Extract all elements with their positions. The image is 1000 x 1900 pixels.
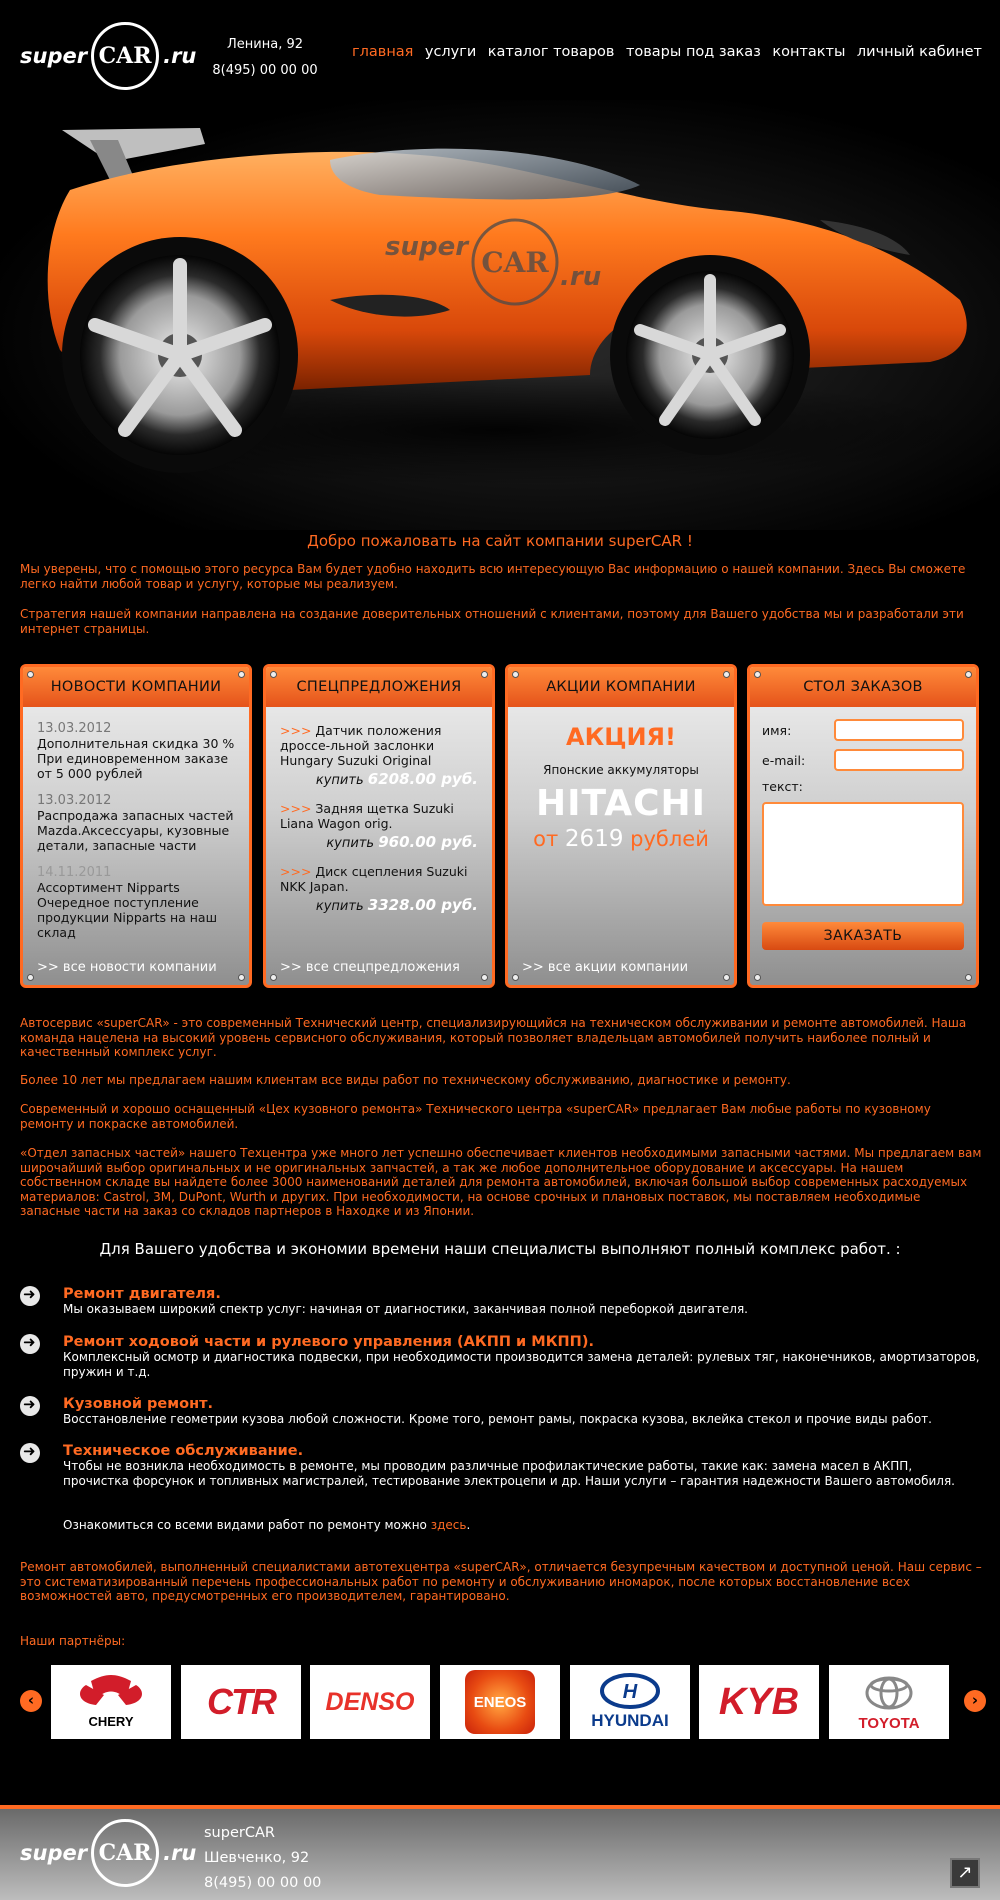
all-offers-link[interactable]: >> все спецпредложения [280,960,460,975]
service-text: Мы оказываем широкий спектр услуг: начиная от диагностики, заканчивая полной переборкой двигателя. [63,1302,748,1316]
svg-text:CHERY: CHERY [88,1714,134,1729]
footer-address: Шевченко, 92 [204,1850,310,1866]
box-rivet [27,974,34,981]
promo-price-value: 2619 [564,826,624,852]
email-label: e-mail: [762,752,806,768]
partners-carousel [0,1665,1000,1737]
news-item[interactable] [37,721,235,781]
services-lead: Для Вашего удобства и экономии времени наши специалисты выполняют полный комплекс работ. : [99,1240,901,1258]
see-all-link[interactable]: здесь [430,1518,467,1532]
service-item [20,1334,980,1379]
news-text: Распродажа запасных частей Mazda.Аксессуары, кузовные детали, запасные части [37,808,234,853]
toyota-logo-icon [834,1671,944,1733]
promo-price-from: от [533,827,559,851]
logo-ring [91,22,159,90]
footer [0,1805,1000,1900]
email-field[interactable] [834,749,964,771]
box-rivet [238,671,245,678]
box-rivet [965,671,972,678]
promo-subtitle: Японские аккумуляторы [543,763,699,777]
offer-text: Задняя щетка Suzuki Liana Wagon orig. [280,801,454,831]
hero-car-image [0,100,1000,530]
partner-logo-chery[interactable] [51,1665,171,1739]
order-box-title: СТОЛ ЗАКАЗОВ [750,667,976,707]
text-label: текст: [762,779,803,794]
scroll-to-top-button[interactable] [950,1858,980,1888]
offer-price: 960.00 руб. [378,833,478,851]
offer-item[interactable] [280,864,478,914]
nav-catalog[interactable]: каталог товаров [487,44,615,60]
arrow-right-icon [20,1443,40,1463]
ctr-logo-text: CTR [207,1681,275,1722]
news-box [20,664,252,988]
about-paragraph-2: Более 10 лет мы предлагаем нашим клиентам все виды работ по техническому обслуживанию, диагностике и ремонту. [20,1073,791,1087]
service-title: Кузовной ремонт. [63,1396,214,1412]
arrow-right-icon [20,1396,40,1416]
carousel-next-button[interactable]: › [964,1690,986,1712]
box-rivet [754,671,761,678]
offer-price: 3328.00 руб. [367,896,478,914]
nav-services[interactable]: услуги [424,44,477,60]
box-rivet [512,671,519,678]
service-item [20,1396,980,1427]
intro-paragraph-1: Мы уверены, что с помощью этого ресурса Вам будет удобно находить всю интересующую Вас информацию о нашей компании. Здесь Вы сможете легко найти любой товар и услугу, которые мы реализуем. [20,562,966,591]
service-title: Техническое обслуживание. [63,1443,304,1459]
box-rivet [481,974,488,981]
news-date: 13.03.2012 [37,793,112,808]
box-rivet [723,671,730,678]
logo-word-car: CAR [98,1840,152,1866]
offer-arrows: >>> [280,723,312,738]
partner-logo-toyota[interactable] [829,1665,949,1739]
header-logo[interactable] [20,22,196,90]
offer-item[interactable] [280,801,478,851]
car-decal-ru: .ru [560,262,602,292]
promo-content[interactable] [508,707,734,852]
order-form [750,707,976,950]
footer-company: superCAR [204,1825,275,1841]
offer-arrows: >>> [280,864,312,879]
footer-phone: 8(495) 00 00 00 [204,1875,322,1891]
partner-logo-ctr[interactable] [181,1665,301,1739]
intro-paragraph-2: Стратегия нашей компании направлена на создание доверительных отношений с клиентами, поэтому для Вашего удобства мы и разработали эти интернет страницы. [20,607,964,636]
footer-contacts [204,1821,321,1896]
offers-box [263,664,495,988]
offers-list [266,707,492,914]
nav-home[interactable]: главная [352,44,414,60]
service-item [20,1443,980,1488]
box-rivet [512,974,519,981]
news-text: Ассортимент Nipparts Очередное поступление продукции Nipparts на наш склад [37,880,218,940]
about-paragraph-3: Современный и хорошо оснащенный «Цех кузовного ремонта» Технического центра «superCAR» предлагает Вам любые работы по кузовному ремонту и покраске автомобилей. [20,1102,931,1131]
see-all-text: Ознакомиться со всеми видами работ по ремонту можно [63,1518,427,1532]
service-title: Ремонт ходовой части и рулевого управления (АКПП и МКПП). [63,1334,594,1350]
logo-word-super: super [20,44,88,68]
news-date: 13.03.2012 [37,721,112,736]
arrow-right-icon [20,1286,40,1306]
partner-logo-kyb[interactable] [699,1665,819,1739]
see-all-services [63,1518,470,1532]
about-paragraph-4: «Отдел запасных частей» нашего Техцентра уже много лет успешно обеспечивает клиентов необходимыми запасными частями. Мы предлагаем вам широчайший выбор оригинальных и не оригинальных запчастей, а так же любое дополнительное оборудование и аксессуары. На нашем собственном складе вы найдете более 3000 наименований деталей для ремонта автомобилей, включая большой выбор современных расходуемых материалов: Castrol, 3M, DuPont, Wurth и других. При необходимости, на основе срочных и плановых поставок, мы поставляем необходимые запасные части на заказ со складов партнеров в Находке и из Японии. [20,1146,982,1218]
partners-title: Наши партнёры: [20,1634,126,1648]
summary-paragraph: Ремонт автомобилей, выполненный специалистами автотехцентра «superCAR», отличается безупречным качеством и доступной ценой. Наш сервис – это систематизированный перечень профессиональных работ по ремонту и обслуживанию иномарок, после которых восстановление всех возможностей авто, предусмотренных его производителем, гарантировано. [20,1560,982,1603]
news-list [23,707,249,940]
order-box [747,664,979,988]
news-item[interactable] [37,793,235,853]
box-rivet [481,671,488,678]
news-date: 14.11.2011 [37,865,112,880]
hero-banner [0,100,1000,530]
header-address: Ленина, 92 [227,37,303,52]
buy-label: купить [315,773,364,788]
offer-price: 6208.00 руб. [367,770,478,788]
message-textarea[interactable] [762,802,964,906]
logo-word-ru: .ru [163,44,197,68]
main-nav [352,44,982,60]
all-news-link[interactable]: >> все новости компании [37,960,217,975]
order-submit-button[interactable]: ЗАКАЗАТЬ [762,922,964,950]
offers-box-title: СПЕЦПРЕДЛОЖЕНИЯ [266,667,492,707]
svg-text:HYUNDAI: HYUNDAI [591,1711,669,1730]
name-label: имя: [762,722,792,738]
service-text: Комплексный осмотр и диагностика подвески, при необходимости производится замена деталей: рулевых тяг, наконечников, амортизаторов, пружин и т.д. [63,1350,980,1379]
arrow-up-left-icon: ↗ [957,1862,973,1883]
service-text: Чтобы не возникла необходимость в ремонте, мы проводим различные профилактические работы, такие как: замена масел в АКПП, прочистка форсунок и топливных магистралей, тестирование электроцепи и др. Наши услуги – гарантия надежности Вашего автомобиля. [63,1459,955,1488]
partner-logo-hyundai[interactable] [570,1665,690,1739]
box-rivet [270,671,277,678]
partner-logo-eneos[interactable] [440,1665,560,1739]
see-all-end: . [466,1518,471,1532]
promo-box-title: АКЦИИ КОМПАНИИ [508,667,734,707]
about-paragraph-1: Автосервис «superCAR» - это современный Технический центр, специализирующийся на техническом обслуживании и ремонте автомобилей. Наша команда нацелена на высокий уровень сервисного обслуживания, который позволяет владельцам автомобилей получить наиболее полный и качественный комплекс услуг. [20,1016,967,1059]
all-promos-link[interactable]: >> все акции компании [522,960,689,975]
arrow-right-icon [20,1334,40,1354]
box-rivet [754,974,761,981]
news-item[interactable] [37,865,235,940]
offer-item[interactable] [280,723,478,788]
offer-text: Диск сцепления Suzuki NKK Japan. [280,864,468,894]
nav-order-goods[interactable]: товары под заказ [625,44,761,60]
service-item [20,1286,980,1317]
carousel-prev-button[interactable]: ‹ [20,1690,42,1712]
box-rivet [238,974,245,981]
svg-text:H: H [622,1681,638,1703]
promo-box [505,664,737,988]
car-decal-car: CAR [481,246,549,279]
header-contacts [200,32,330,84]
logo-word-car: CAR [98,43,152,69]
box-rivet [965,974,972,981]
logo-word-super: super [20,1841,88,1865]
box-rivet [723,974,730,981]
buy-label: купить [315,899,364,914]
news-box-title: НОВОСТИ КОМПАНИИ [23,667,249,707]
box-rivet [270,974,277,981]
partner-logo-denso[interactable] [310,1665,430,1739]
service-text: Восстановление геометрии кузова любой сложности. Кроме того, ремонт рамы, покраска кузова, вклейка стекол и прочие виды работ. [63,1412,932,1426]
logo-ring [91,1819,159,1887]
denso-logo-text: DENSO [325,1687,415,1716]
welcome-title: Добро пожаловать на сайт компании superCAR ! [307,532,693,550]
nav-account[interactable]: личный кабинет [856,44,982,60]
promo-price [508,826,734,852]
buy-label: купить [326,836,375,851]
car-decal-super: super [385,232,469,262]
promo-brand: HITACHI [535,783,707,824]
header-phone: 8(495) 00 00 00 [212,63,318,78]
eneos-badge [465,1670,535,1734]
logo-word-ru: .ru [163,1841,197,1865]
nav-contacts[interactable]: контакты [772,44,846,60]
news-text: Дополнительная скидка 30 % При единовременном заказе от 5 000 рублей [37,736,235,781]
name-field[interactable] [834,719,964,741]
promo-price-currency: рублей [630,827,709,851]
footer-logo[interactable] [20,1819,196,1887]
service-title: Ремонт двигателя. [63,1286,221,1302]
offer-arrows: >>> [280,801,312,816]
eneos-logo-text: ENEOS [473,1693,527,1711]
chery-logo-icon [56,1671,166,1733]
promo-headline: АКЦИЯ! [566,723,676,751]
svg-text:TOYOTA: TOYOTA [858,1715,920,1732]
hyundai-logo-icon [575,1671,685,1733]
kyb-logo-text: KYB [718,1680,800,1723]
box-rivet [27,671,34,678]
offer-text: Датчик положения дроссе-льной заслонки Hungary Suzuki Original [280,723,442,768]
